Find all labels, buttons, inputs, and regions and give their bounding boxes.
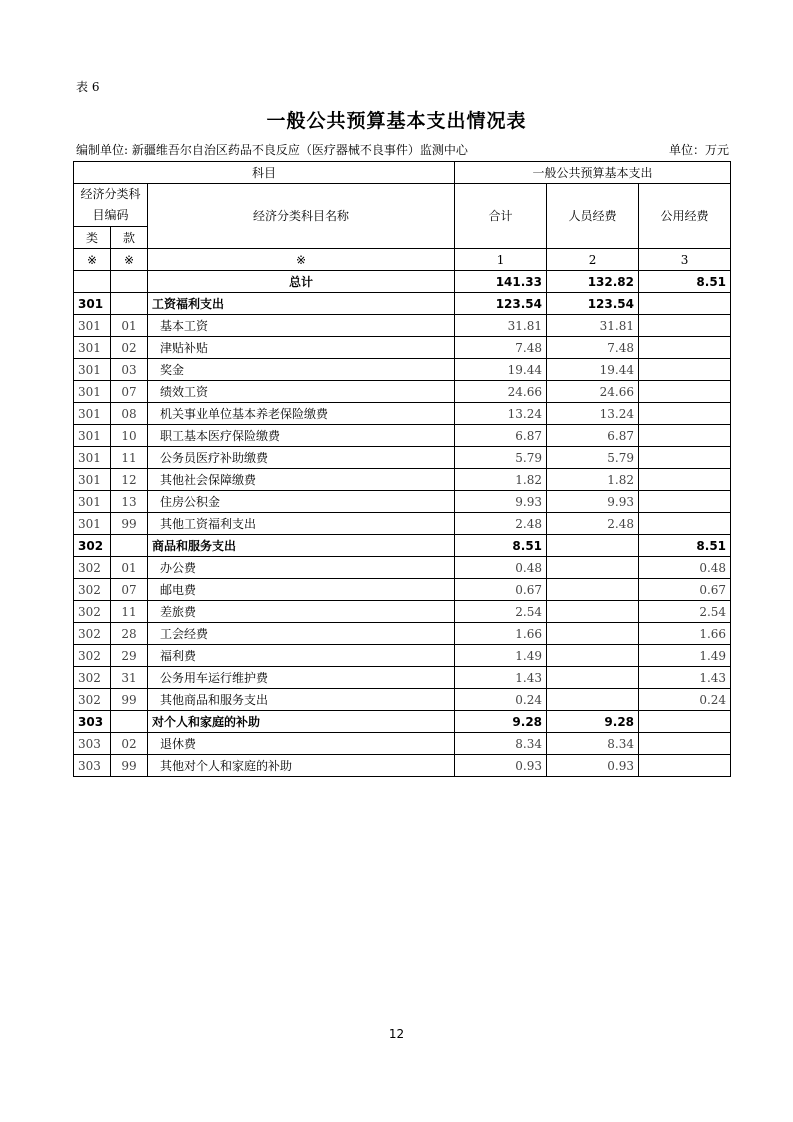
row-category-code: 302 [74,689,111,711]
row-public [639,425,731,447]
row-name: 基本工资 [148,315,455,337]
table-row [74,491,731,513]
compiling-unit: 编制单位: 新疆维吾尔自治区药品不良反应（医疗器械不良事件）监测中心 [76,143,468,157]
row-name: 邮电费 [148,579,455,601]
table-row [74,623,731,645]
row-public [639,733,731,755]
row-public [639,755,731,777]
table-row [74,337,731,359]
row-category-code: 303 [74,733,111,755]
header-subject: 科目 [74,162,455,184]
row-name: 其他社会保障缴费 [148,469,455,491]
category-row [74,535,731,557]
row-name: 其他对个人和家庭的补助 [148,755,455,777]
row-category-code: 301 [74,513,111,535]
row-personnel [547,623,639,645]
row-total: 19.44 [455,359,547,381]
row-item-code: 12 [111,469,148,491]
row-item-code: 99 [111,755,148,777]
row-item-code: 28 [111,623,148,645]
table-row [74,689,731,711]
table-row [74,513,731,535]
row-public: 0.67 [639,579,731,601]
row-category-code: 302 [74,623,111,645]
row-category-code: 303 [74,755,111,777]
row-item-code: 99 [111,513,148,535]
row-item-code: 13 [111,491,148,513]
row-total: 1.82 [455,469,547,491]
row-personnel: 1.82 [547,469,639,491]
row-name: 绩效工资 [148,381,455,403]
row-category-code: 301 [74,469,111,491]
row-name: 其他工资福利支出 [148,513,455,535]
row-category-code: 303 [74,711,111,733]
row-personnel [547,557,639,579]
unit-of-measure: 单位：万元 [668,143,729,157]
table-row [74,557,731,579]
table-row [74,403,731,425]
row-total: 123.54 [455,293,547,315]
row-public [639,403,731,425]
row-item-code: 01 [111,557,148,579]
row-name: 公务员医疗补助缴费 [148,447,455,469]
row-public [639,359,731,381]
row-personnel: 13.24 [547,403,639,425]
row-personnel [547,535,639,557]
summary-item [111,271,148,293]
row-name: 工会经费 [148,623,455,645]
row-public [639,447,731,469]
row-category-code: 301 [74,381,111,403]
row-category-code: 301 [74,337,111,359]
row-personnel: 19.44 [547,359,639,381]
row-total: 1.43 [455,667,547,689]
table-row [74,667,731,689]
row-personnel [547,667,639,689]
table-row [74,359,731,381]
row-public: 1.49 [639,645,731,667]
row-item-code: 08 [111,403,148,425]
row-category-code: 302 [74,601,111,623]
row-item-code: 29 [111,645,148,667]
row-total: 0.67 [455,579,547,601]
row-total: 7.48 [455,337,547,359]
row-name: 其他商品和服务支出 [148,689,455,711]
summary-personnel: 132.82 [547,271,639,293]
row-item-code [111,535,148,557]
row-item-code: 11 [111,447,148,469]
row-public [639,337,731,359]
row-name: 福利费 [148,645,455,667]
row-total: 31.81 [455,315,547,337]
row-personnel: 9.93 [547,491,639,513]
row-public [639,711,731,733]
header-personnel: 人员经费 [547,184,639,249]
row-personnel: 123.54 [547,293,639,315]
row-total: 24.66 [455,381,547,403]
row-item-code: 99 [111,689,148,711]
row-total: 9.93 [455,491,547,513]
row-item-code: 10 [111,425,148,447]
header-name: 经济分类科目名称 [148,184,455,249]
budget-table [73,161,731,777]
row-total: 0.24 [455,689,547,711]
table-row [74,645,731,667]
row-category-code: 301 [74,491,111,513]
row-public [639,469,731,491]
row-category-code: 301 [74,315,111,337]
row-public: 0.24 [639,689,731,711]
row-personnel [547,601,639,623]
header-category: 类 [74,227,111,249]
row-name: 商品和服务支出 [148,535,455,557]
row-personnel: 7.48 [547,337,639,359]
row-category-code: 302 [74,667,111,689]
row-category-code: 302 [74,535,111,557]
row-personnel: 24.66 [547,381,639,403]
table-row [74,469,731,491]
row-public: 2.54 [639,601,731,623]
row-name: 津贴补贴 [148,337,455,359]
table-row [74,381,731,403]
row-personnel: 9.28 [547,711,639,733]
row-total: 1.66 [455,623,547,645]
row-total: 2.54 [455,601,547,623]
row-public: 1.66 [639,623,731,645]
row-category-code: 301 [74,425,111,447]
row-public [639,381,731,403]
table-number: 表 6 [76,80,100,94]
row-total: 2.48 [455,513,547,535]
row-name: 差旅费 [148,601,455,623]
header-mark: ※ [148,249,455,271]
row-public: 1.43 [639,667,731,689]
summary-label: 总计 [148,271,455,293]
row-category-code: 301 [74,293,111,315]
row-category-code: 302 [74,579,111,601]
row-total: 8.34 [455,733,547,755]
row-total: 13.24 [455,403,547,425]
row-name: 公务用车运行维护费 [148,667,455,689]
row-total: 9.28 [455,711,547,733]
row-public [639,513,731,535]
row-personnel: 0.93 [547,755,639,777]
row-public [639,293,731,315]
row-total: 0.48 [455,557,547,579]
row-personnel: 2.48 [547,513,639,535]
row-category-code: 302 [74,645,111,667]
header-col-number: 1 [455,249,547,271]
row-name: 退休费 [148,733,455,755]
row-public: 0.48 [639,557,731,579]
row-personnel: 31.81 [547,315,639,337]
row-personnel: 6.87 [547,425,639,447]
row-item-code: 02 [111,337,148,359]
table-row [74,315,731,337]
row-item-code: 02 [111,733,148,755]
header-mark: ※ [74,249,111,271]
row-name: 奖金 [148,359,455,381]
row-name: 职工基本医疗保险缴费 [148,425,455,447]
category-row [74,293,731,315]
row-public [639,491,731,513]
row-category-code: 302 [74,557,111,579]
row-total: 6.87 [455,425,547,447]
table-row [74,425,731,447]
row-total: 1.49 [455,645,547,667]
category-row [74,711,731,733]
row-item-code: 31 [111,667,148,689]
page-number: 12 [388,1027,405,1041]
row-category-code: 301 [74,403,111,425]
table-row [74,601,731,623]
table-row [74,733,731,755]
header-col-number: 3 [639,249,731,271]
row-name: 工资福利支出 [148,293,455,315]
row-item-code [111,293,148,315]
row-total: 0.93 [455,755,547,777]
header-total: 合计 [455,184,547,249]
summary-row [74,271,731,293]
row-item-code: 07 [111,381,148,403]
row-total: 5.79 [455,447,547,469]
summary-total: 141.33 [455,271,547,293]
page-title: 一般公共预算基本支出情况表 [266,110,527,132]
row-personnel [547,645,639,667]
summary-cat [74,271,111,293]
row-personnel: 5.79 [547,447,639,469]
header-item: 款 [111,227,148,249]
header-mark: ※ [111,249,148,271]
row-public [639,315,731,337]
row-total: 8.51 [455,535,547,557]
row-name: 办公费 [148,557,455,579]
row-name: 对个人和家庭的补助 [148,711,455,733]
row-name: 机关事业单位基本养老保险缴费 [148,403,455,425]
header-code-group: 经济分类科目编码 [74,184,148,227]
table-row [74,755,731,777]
row-personnel [547,689,639,711]
row-item-code [111,711,148,733]
row-item-code: 03 [111,359,148,381]
header-budget: 一般公共预算基本支出 [455,162,731,184]
row-name: 住房公积金 [148,491,455,513]
header-public: 公用经费 [639,184,731,249]
row-category-code: 301 [74,447,111,469]
row-personnel [547,579,639,601]
row-category-code: 301 [74,359,111,381]
table-row [74,447,731,469]
row-item-code: 07 [111,579,148,601]
row-personnel: 8.34 [547,733,639,755]
header-col-number: 2 [547,249,639,271]
summary-public: 8.51 [639,271,731,293]
row-item-code: 01 [111,315,148,337]
row-item-code: 11 [111,601,148,623]
row-public: 8.51 [639,535,731,557]
table-row [74,579,731,601]
